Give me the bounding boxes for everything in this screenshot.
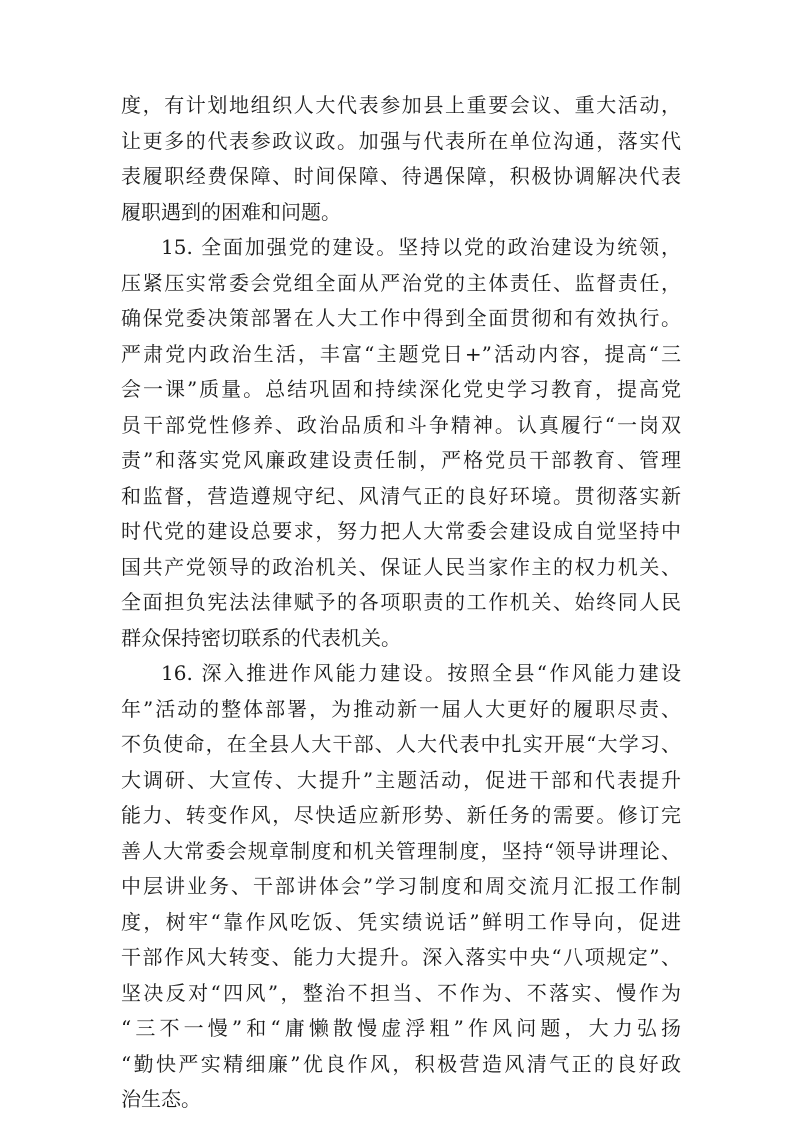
text-line: 国共产党领导的政治机关、保证人民当家作主的权力机关、 [121, 554, 681, 579]
text-line: 大调研、大宣传、大提升”主题活动，促进干部和代表提升 [121, 767, 681, 792]
text-line: 责”和落实党风廉政建设责任制，严格党员干部教育、管理 [121, 448, 681, 472]
text-line: 履职遇到的困难和问题。 [121, 199, 341, 224]
text-line: 员干部党性修养、政治品质和斗争精神。认真履行“一岗双 [121, 412, 681, 437]
text-line: 坚决反对“四风”，整治不担当、不作为、不落实、慢作为 [121, 980, 681, 1005]
text-line: 让更多的代表参政议政。加强与代表所在单位沟通，落实代 [121, 128, 681, 153]
text-line: 度，有计划地组织人大代表参加县上重要会议、重大活动， [121, 93, 681, 117]
text-line: 16. 深入推进作风能力建设。按照全县“作风能力建设 [161, 661, 681, 685]
text-line: 时代党的建设总要求，努力把人大常委会建设成自觉坚持中 [121, 519, 681, 543]
text-line: 年”活动的整体部署，为推动新一届人大更好的履职尽责、 [121, 696, 681, 721]
text-line: 中层讲业务、干部讲体会”学习制度和周交流月汇报工作制 [121, 874, 681, 898]
text-line: 确保党委决策部署在人大工作中得到全面贯彻和有效执行。 [121, 306, 681, 330]
document-page [121, 88, 681, 1118]
text-line: “勤快严实精细廉”优良作风，积极营造风清气正的良好政 [121, 1051, 681, 1076]
text-line: 表履职经费保障、时间保障、待遇保障，积极协调解决代表 [121, 164, 681, 188]
text-line: 度，树牢“靠作风吃饭、凭实绩说话”鲜明工作导向，促进 [121, 909, 681, 934]
text-line: 干部作风大转变、能力大提升。深入落实中央“八项规定”、 [121, 945, 681, 969]
paragraph-16 [121, 656, 681, 1118]
text-line: 能力、转变作风，尽快适应新形势、新任务的需要。修订完 [121, 803, 681, 827]
text-line: 不负使命，在全县人大干部、人大代表中扎实开展“大学习、 [121, 732, 681, 756]
text-line: 群众保持密切联系的代表机关。 [121, 625, 401, 650]
text-line: 善人大常委会规章制度和机关管理制度，坚持“领导讲理论、 [121, 838, 681, 863]
paragraph-continuation [121, 88, 681, 230]
text-line: 严肃党内政治生活，丰富“主题党日+”活动内容，提高“三 [121, 341, 681, 366]
text-line: 和监督，营造遵规守纪、风清气正的良好环境。贯彻落实新 [121, 483, 681, 508]
text-line: “三不一慢”和“庸懒散慢虚浮粗”作风问题，大力弘扬 [121, 1016, 681, 1040]
paragraph-15 [121, 230, 681, 656]
text-line: 压紧压实常委会党组全面从严治党的主体责任、监督责任， [121, 270, 681, 295]
text-line: 全面担负宪法法律赋予的各项职责的工作机关、始终同人民 [121, 590, 681, 614]
text-line: 治生态。 [121, 1087, 201, 1111]
text-line: 15. 全面加强党的建设。坚持以党的政治建设为统领， [161, 235, 681, 259]
text-line: 会一课”质量。总结巩固和持续深化党史学习教育，提高党 [121, 377, 681, 401]
